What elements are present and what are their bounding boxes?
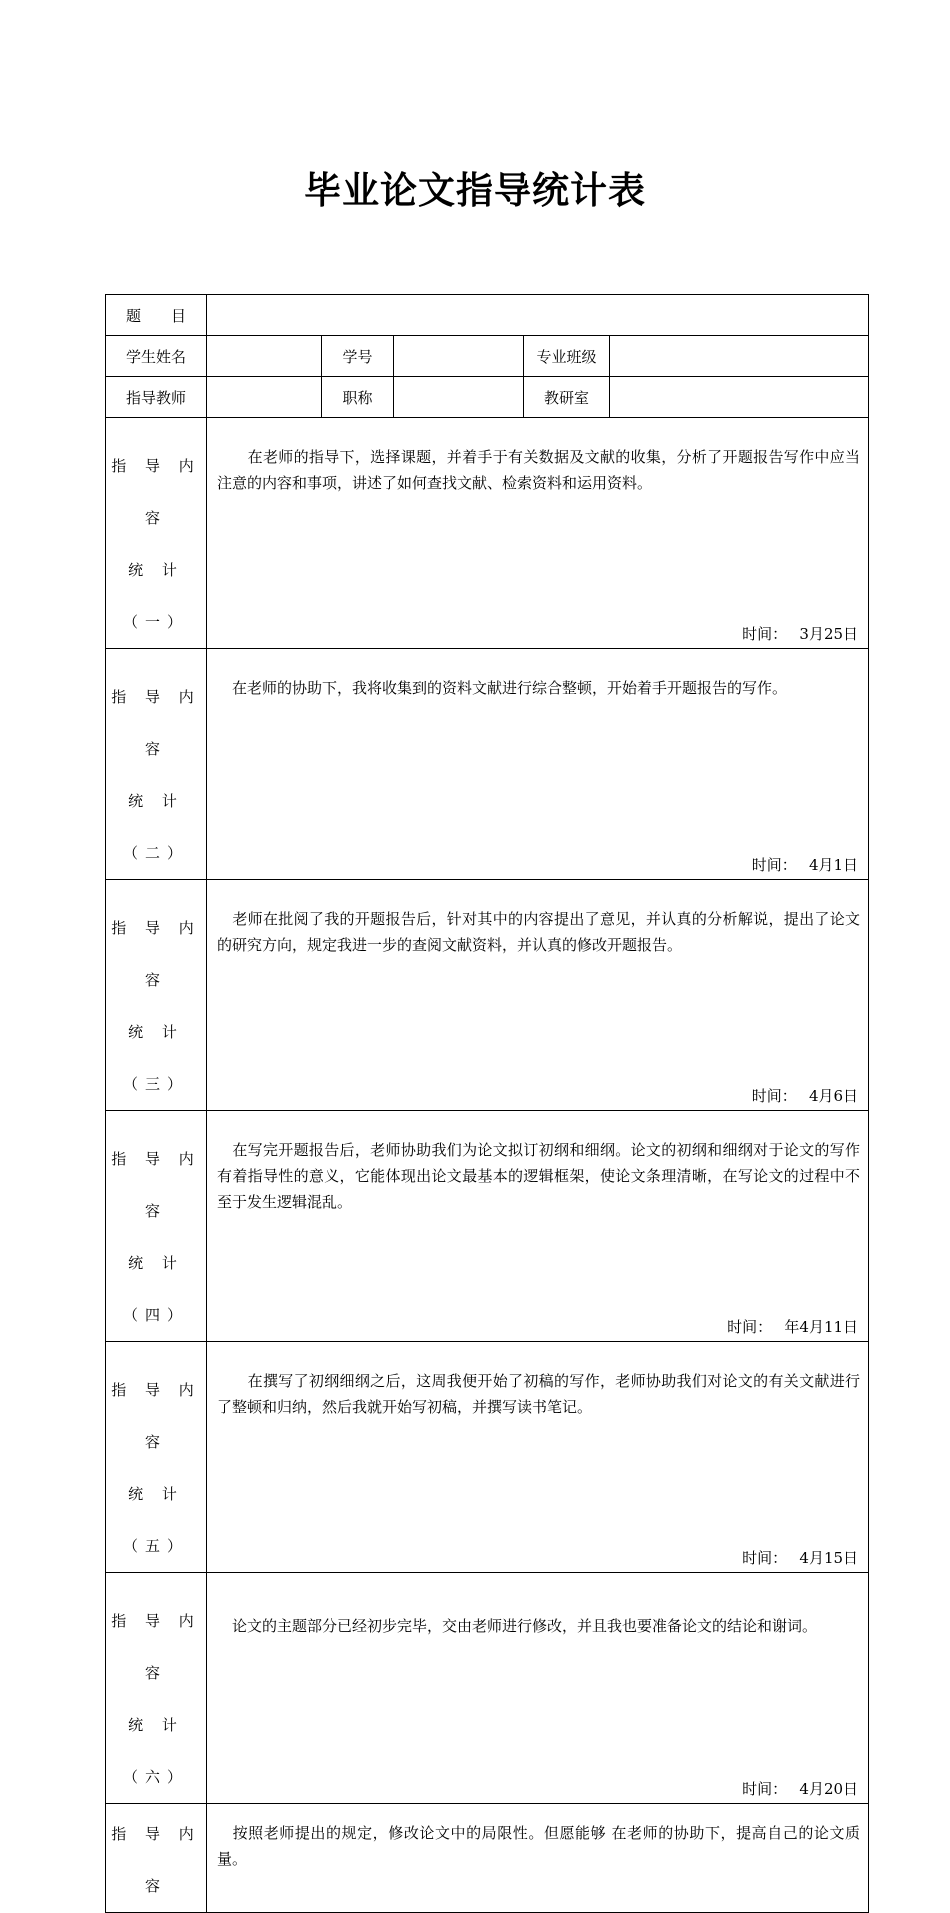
student-name-value[interactable]: [207, 336, 322, 377]
guidance-content-cell[interactable]: [207, 1573, 869, 1804]
guidance-label: [106, 1573, 207, 1804]
job-title-value[interactable]: [394, 377, 524, 418]
guidance-time: 时间： 4月1日: [751, 856, 859, 874]
topic-label: 题 目: [106, 295, 207, 336]
advisor-value[interactable]: [207, 377, 322, 418]
student-id-value[interactable]: [394, 336, 524, 377]
guidance-content-cell[interactable]: [207, 1804, 869, 1913]
guidance-row-4: [106, 1111, 869, 1342]
guidance-table: [105, 294, 869, 1913]
job-title-label: 职称: [322, 377, 394, 418]
topic-value[interactable]: [207, 295, 869, 336]
page-title: 毕业论文指导统计表: [304, 169, 646, 212]
guidance-label-line1: 指 导 内 容: [111, 1825, 201, 1895]
guidance-time: 时间： 4月6日: [751, 1087, 859, 1105]
guidance-content: 按照老师提出的规定，修改论文中的局限性。但愿能够 在老师的协助下，提高自己的论文质量。: [217, 1824, 861, 1868]
student-name-label: 学生姓名: [106, 336, 207, 377]
major-class-label: 专业班级: [524, 336, 610, 377]
guidance-content-cell[interactable]: [207, 1111, 869, 1342]
guidance-label-line1: 指 导 内 容: [111, 919, 201, 989]
guidance-time: 时间： 4月20日: [742, 1780, 859, 1798]
guidance-row-7: [106, 1804, 869, 1913]
topic-row: [106, 295, 869, 336]
guidance-label-line1: 指 导 内 容: [111, 1150, 201, 1220]
guidance-label-line2: 统 计（一）: [122, 561, 189, 631]
guidance-content: 论文的主题部分已经初步完毕，交由老师进行修改，并且我也要准备论文的结论和谢词。: [217, 1617, 818, 1635]
office-value[interactable]: [610, 377, 869, 418]
guidance-content-cell[interactable]: [207, 880, 869, 1111]
guidance-label: [106, 1804, 207, 1913]
advisor-label: 指导教师: [106, 377, 207, 418]
guidance-label: [106, 1342, 207, 1573]
student-id-label: 学号: [322, 336, 394, 377]
guidance-row-5: [106, 1342, 869, 1573]
guidance-label: [106, 649, 207, 880]
guidance-time: 时间： 3月25日: [742, 625, 859, 643]
guidance-label: [106, 1111, 207, 1342]
guidance-label-line2: 统 计（四）: [122, 1254, 189, 1324]
student-row: [106, 336, 869, 377]
advisor-row: [106, 377, 869, 418]
guidance-label-line1: 指 导 内 容: [111, 1381, 201, 1451]
guidance-content-cell[interactable]: [207, 649, 869, 880]
guidance-label-line1: 指 导 内 容: [111, 457, 201, 527]
office-label: 教研室: [524, 377, 610, 418]
guidance-label-line2: 统 计（五）: [122, 1485, 189, 1555]
guidance-label: [106, 418, 207, 649]
guidance-label-line1: 指 导 内 容: [111, 1612, 201, 1682]
guidance-label-line1: 指 导 内 容: [111, 688, 201, 758]
guidance-row-6: [106, 1573, 869, 1804]
guidance-label: [106, 880, 207, 1111]
guidance-label-line2: 统 计（三）: [122, 1023, 189, 1093]
guidance-label-line2: 统 计（二）: [122, 792, 189, 862]
guidance-content: 在老师的协助下，我将收集到的资料文献进行综合整顿，开始着手开题报告的写作。: [217, 679, 788, 697]
guidance-time: 时间： 年4月11日: [727, 1318, 859, 1336]
guidance-row-2: [106, 649, 869, 880]
guidance-content: 在撰写了初纲细纲之后，这周我便开始了初稿的写作，老师协助我们对论文的有关文献进行了整顿和归纳，然后我就开始写初稿，并撰写读书笔记。: [217, 1372, 861, 1416]
guidance-content: 在老师的指导下，选择课题，并着手于有关数据及文献的收集，分析了开题报告写作中应当注意的内容和事项，讲述了如何查找文献、检索资料和运用资料。: [217, 448, 861, 492]
guidance-row-1: [106, 418, 869, 649]
guidance-content-cell[interactable]: [207, 418, 869, 649]
guidance-content: 老师在批阅了我的开题报告后，针对其中的内容提出了意见，并认真的分析解说，提出了论文的研究方向，规定我进一步的查阅文献资料，并认真的修改开题报告。: [217, 910, 861, 954]
guidance-time: 时间： 4月15日: [742, 1549, 859, 1567]
guidance-content: 在写完开题报告后，老师协助我们为论文拟订初纲和细纲。论文的初纲和细纲对于论文的写作有着指导性的意义，它能体现出论文最基本的逻辑框架，使论文条理清晰，在写论文的过程中不至于发生逻辑混乱。: [217, 1141, 861, 1211]
major-class-value[interactable]: [610, 336, 869, 377]
guidance-row-3: [106, 880, 869, 1111]
guidance-content-cell[interactable]: [207, 1342, 869, 1573]
guidance-label-line2: 统 计（六）: [122, 1716, 189, 1786]
